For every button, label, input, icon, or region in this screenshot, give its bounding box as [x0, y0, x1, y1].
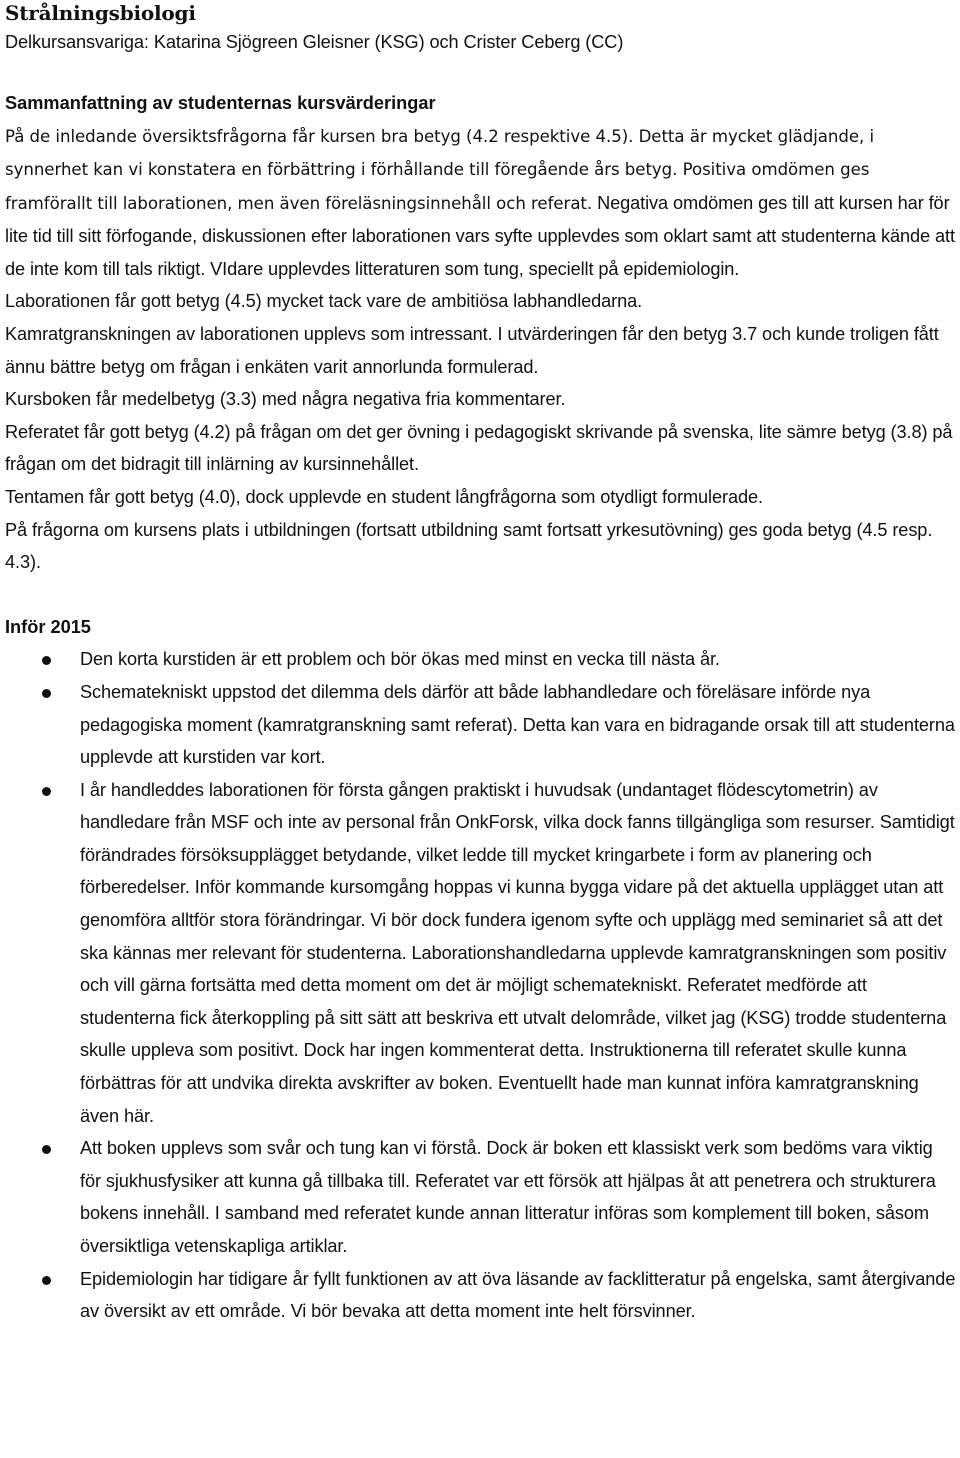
list-item-text: I år handleddes laborationen för första gången praktiskt i huvudsak (undantaget flödescytometrin) av handledare från MSF och inte av personal från OnkForsk, vilka dock fanns tillgängliga som resurser. Samtidigt förändrades försöksupplägget betydande, vilket ledde till mycket kringarbete i form av planering och förberedelser. Inför kommande kursomgång hoppas vi kunna bygga vidare på det aktuella upplägget utan att genomföra alltför stora förändringar. Vi bör dock fundera igenom syfte och upplägg med seminariet så att det ska kännas mer relevant för studenterna. Laborationshandledarna upplevde kamratgranskningen som positiv och vill gärna fortsätta med detta moment om det är möjligt schematekniskt. Referatet medförde att studenterna fick återkoppling på sitt sätt att beskriva ett utvalt delområde, vilket jag (KSG) trodde studenterna skulle uppleva som positivt. Dock har ingen kommenterat detta. Instruktionerna till referatet skulle kunna förbättras för att undvika direkta avskrifter av boken. Eventuellt hade man kunnat införa kamratgranskning även här. [80, 779, 955, 1126]
list-item [5, 1132, 957, 1262]
bullet-icon [42, 689, 51, 698]
list-item [5, 676, 957, 774]
infor-2015-heading: Inför 2015 [5, 616, 91, 637]
list-item-text: Den korta kurstiden är ett problem och bör ökas med minst en vecka till nästa år. [80, 649, 720, 670]
list-item [5, 643, 957, 676]
list-item-text: Epidemiologin har tidigare år fyllt funktionen av att öva läsande av facklitteratur på engelska, samt återgivande av översikt av ett område. Vi bör bevaka att detta moment inte helt försvinner. [80, 1268, 956, 1322]
summary-paragraph-course-book: Kursboken får medelbetyg (3.3) med några negativa fria kommentarer. [5, 389, 566, 410]
summary-intro-text: På de inledande översiktsfrågorna får kursen bra betyg (4.2 respektive 4.5). Detta är mycket glädjande, i synnerhet kan vi konstatera en förbättring i förhållande till föregående års betyg. Positiva omdömen ges framförallt till laborationen, men även föreläsningsinnehåll och referat. [5, 126, 875, 213]
list-item-text: Att boken upplevs som svår och tung kan vi förstå. Dock är boken ett klassiskt verk som bedöms vara viktig för sjukhusfysiker att kunna gå tillbaka till. Referatet var ett försök att hjälpas åt att penetrera och strukturera bokens innehåll. I samband med referatet kunde annan litteratur införas som komplement till boken, såsom översiktliga vetenskapliga artiklar. [80, 1138, 936, 1256]
summary-paragraph-peer-review: Kamratgranskningen av laborationen upplevs som intressant. I utvärderingen får den betyg 3.7 och kunde troligen fått ännu bättre betyg om frågan i enkäten varit annorlunda formulerad. [5, 324, 939, 377]
bullet-icon [42, 1276, 51, 1285]
summary-paragraph-program-fit: På frågorna om kursens plats i utbildningen (fortsatt utbildning samt fortsatt yrkesutövning) ges goda betyg (4.5 resp. 4.3). [5, 519, 933, 573]
document-title: Strålningsbiologi [5, 1, 196, 25]
bullet-icon [42, 1145, 51, 1154]
list-item [5, 774, 957, 1133]
summary-paragraph-report: Referatet får gott betyg (4.2) på frågan om det ger övning i pedagogiskt skrivande på svenska, lite sämre betyg (3.8) på frågan om det bidragit till inlärning av kursinnehållet. [5, 421, 953, 475]
bullet-icon [42, 787, 51, 796]
summary-heading: Sammanfattning av studenternas kursvärderingar [5, 93, 436, 113]
infor-bullet-list [5, 643, 957, 1327]
summary-intro-paragraph [5, 120, 957, 286]
list-item [5, 1263, 957, 1328]
bullet-icon [42, 656, 51, 665]
document-page [5, 0, 957, 1328]
course-responsible: Delkursansvariga: Katarina Sjögreen Gleisner (KSG) och Crister Ceberg (CC) [5, 32, 624, 52]
section-spacer [5, 579, 957, 611]
summary-paragraph-lab: Laborationen får gott betyg (4.5) mycket tack vare de ambitiösa labhandledarna. [5, 291, 643, 312]
list-item-text: Schematekniskt uppstod det dilemma dels därför att både labhandledare och föreläsare införde nya pedagogiska moment (kamratgranskning samt referat). Detta kan vara en bidragande orsak till att studenterna upplevde att kurstiden var kort. [80, 681, 955, 768]
summary-intro-continued: Negativa omdömen ges till att kursen har för lite tid till sitt förfogande, diskussionen efter laborationen vars syfte upplevdes som oklart samt att studenterna kände att de inte kom till tals riktigt. VIdare upplevdes litteraturen som tung, speciellt på epidemiologin. [5, 192, 955, 279]
summary-paragraph-exam: Tentamen får gott betyg (4.0), dock upplevde en student långfrågorna som otydligt formulerade. [5, 487, 763, 508]
